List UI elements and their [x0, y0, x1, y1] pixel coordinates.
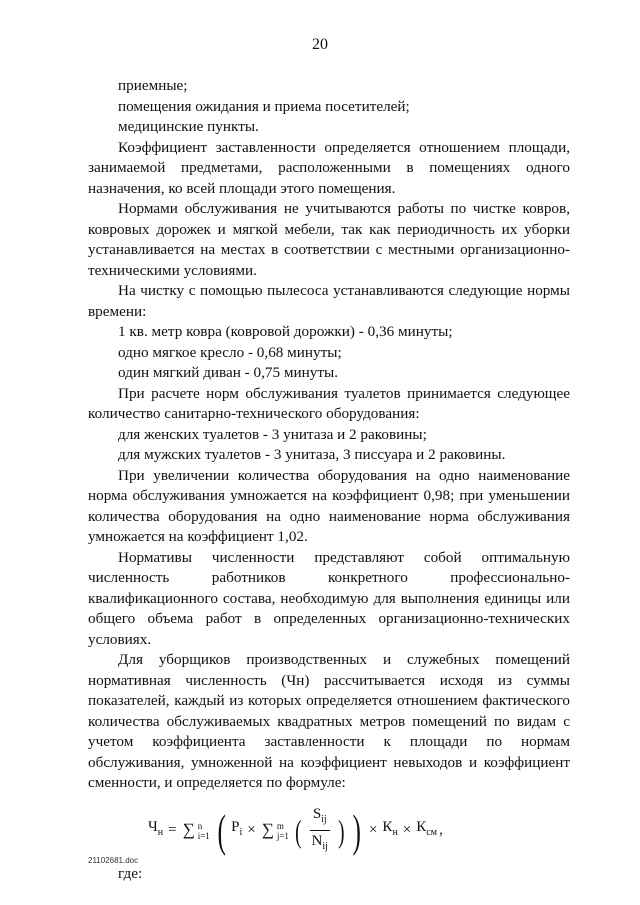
where-label: где:: [118, 864, 143, 882]
left-paren: (: [295, 812, 302, 849]
formula-tail: ,: [439, 822, 443, 839]
sum-sign-i: ∑: [182, 820, 195, 840]
formula-k-n: $К_н$: [382, 819, 398, 839]
toilet-item: для мужских туалетов - 3 унитаза, 3 писсуара и 2 раковины.: [118, 446, 506, 463]
list-line: приемные;: [118, 77, 188, 94]
paragraph-staffing: Нормативы численности представляют собой оптимальную численность работников конкретного профессионально-квалификационного состава, необходимую для выполнения единицы или общего объема работ в определенных организационно-технических условиях.: [88, 548, 570, 648]
list-line: медицинские пункты.: [118, 118, 259, 135]
paragraph-cleaners: Для уборщиков производственных и служебных помещений нормативная численность (Чн) рассчитывается исходя из суммы показателей, каждый из которых определяется отношением фактического количества обслуживаемых квадратных метров помещений по видам с учетом коэффициента заставленности к площади по нормам обслуживания, умноженной на коэффициент невыходов и коэффициент сменности, и определяется по формуле:: [88, 651, 570, 791]
paragraph-increase: При увеличении количества оборудования на одно наименование норма обслуживания умножается на коэффициент 0,98; при уменьшении количества оборудования на одно наименование норма обслуживания умножается на коэффициент 1,02.: [88, 466, 570, 545]
footer-filename: 21102681.doc: [88, 856, 139, 865]
formula-equals: =: [168, 822, 177, 839]
sum-limits-j: m j=1: [276, 820, 289, 841]
vacuum-item: 1 кв. метр ковра (ковровой дорожки) - 0,36 минуты;: [118, 323, 453, 340]
formula-lhs: $Ч_н$: [148, 819, 164, 839]
vacuum-item: одно мягкое кресло - 0,68 минуты;: [118, 343, 342, 361]
fraction: [309, 804, 331, 858]
paragraph-vacuum: На чистку с помощью пылесоса устанавливаются следующие нормы времени:: [88, 282, 570, 320]
formula-k-sm: $К_{см}$: [416, 819, 438, 839]
times-sign: ×: [247, 822, 256, 839]
left-big-paren: (: [217, 804, 226, 856]
fraction-numerator: $S_{ij}$: [310, 804, 330, 832]
right-paren: ): [338, 812, 345, 849]
page-number: 20: [312, 36, 328, 53]
paragraph-coefficient: Коэффициент заставленности определяется отношением площади, занимаемой предметами, расположенными в помещениях одного назначения, ко всей площади этого помещения.: [88, 138, 570, 197]
sum-sign-j: ∑: [261, 820, 274, 840]
paragraph-toilets: При расчете норм обслуживания туалетов принимается следующее количество санитарно-технического оборудования:: [88, 384, 570, 422]
paragraph-norms-carpet: Нормами обслуживания не учитываются работы по чистке ковров, ковровых дорожек и мягкой мебели, так как периодичность их уборки устанавливается на местах в соответствии с местными организационно-техническими условиями.: [88, 200, 570, 279]
vacuum-item: один мягкий диван - 0,75 минуты.: [118, 364, 339, 381]
right-big-paren: ): [352, 804, 361, 856]
list-line: помещения ожидания и приема посетителей;: [118, 97, 410, 115]
times-sign: ×: [402, 822, 412, 839]
staffing-formula: [88, 798, 570, 864]
sum-limits-i: n i=1: [197, 820, 210, 841]
times-sign: ×: [368, 822, 378, 839]
formula-p: $P_i$: [231, 819, 243, 839]
toilet-item: для женских туалетов - 3 унитаза и 2 раковины;: [118, 425, 427, 443]
fraction-denominator: $N_{ij}$: [311, 833, 328, 852]
document-body: [88, 76, 570, 884]
